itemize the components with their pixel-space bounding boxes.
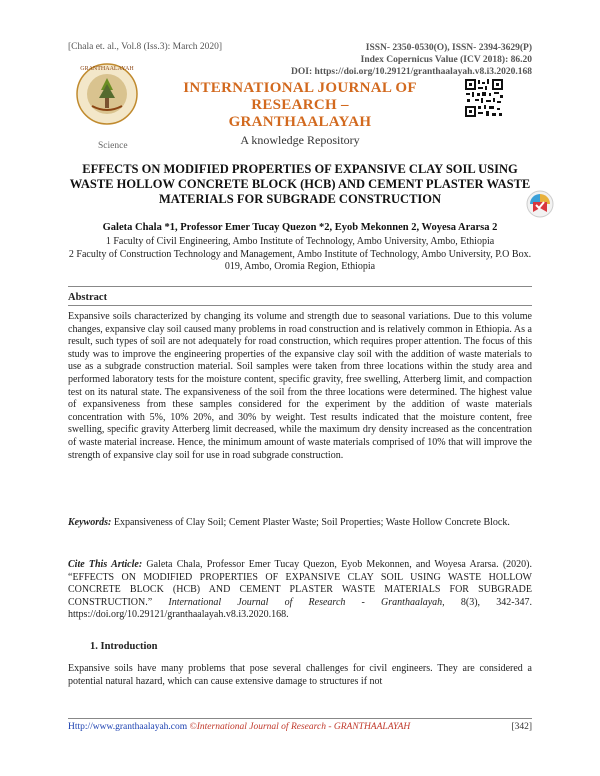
running-citation: [Chala et. al., Vol.8 (Iss.3): March 2020] [68, 42, 222, 52]
footer-rule [68, 718, 532, 719]
journal-tagline: A knowledge Repository [240, 133, 360, 147]
cite-text: Galeta Chala, Professor Emer Tucay Quezon, Eyob Mekonnen, and Woyesa Ararsa. (2020). “EFFECTS ON MODIFIED PROPERTIES OF EXPANSIVE CLAY SOIL USING WASTE HOLLOW CONCRETE BLOCK (HCB) AND CEMENT PLASTER WASTE MATERIALS FOR SUBGRADE CONSTRUCTION.” [68, 559, 532, 608]
abstract-heading: Abstract [68, 292, 108, 303]
paper-title: EFFECTS ON MODIFIED PROPERTIES OF EXPANSIVE CLAY SOIL USING WASTE HOLLOW CONCRETE BLOCK (HCB) AND CEMENT PLASTER WASTE MATERIALS FOR SUBGRADE CONSTRUCTION [69, 162, 531, 206]
footer [68, 722, 532, 732]
authors: Galeta Chala *1, Professor Emer Tucay Quezon *2, Eyob Mekonnen 2, Woyesa Ararsa 2 [102, 222, 498, 233]
cite-tail[interactable]: 8(3), 342-347. https://doi.org/10.29121/granthaalayah.v8.i3.2020.168. [68, 596, 533, 621]
affiliation-1: 1 Faculty of Civil Engineering, Ambo Institute of Technology, Ambo University, Ambo, Ethiopia [105, 236, 495, 247]
introduction-text: Expansive soils have many problems that pose several challenges for civil engineers. They are considered a potential natural hazard, which can cause extensive damage to structures if not [68, 663, 532, 687]
journal-name-line1: INTERNATIONAL JOURNAL OF RESEARCH – [183, 80, 417, 113]
journal-logo [68, 60, 146, 128]
logo-text: GRANTHAALAYAH [80, 66, 134, 72]
doi[interactable]: DOI: https://doi.org/10.29121/granthaalayah.v8.i3.2020.168 [291, 67, 532, 77]
keywords-text: Expansiveness of Clay Soil; Cement Plaster Waste; Soil Properties; Waste Hollow Concrete Block. [113, 517, 510, 528]
affiliation-2: 2 Faculty of Construction Technology and Management, Ambo Institute of Technology, Ambo University, P.O Box. 019, Ambo, Oromia Region, Ethiopia [68, 248, 532, 272]
footer-url[interactable]: Http://www.granthaalayah.com [68, 722, 188, 732]
cite-journal: International Journal of Research - Granthaalayah, [168, 596, 445, 608]
affiliations [68, 236, 532, 274]
footer-copyright: ©International Journal of Research - GRANTHAALAYAH [189, 722, 411, 732]
issn: ISSN- 2350-0530(O), ISSN- 2394-3629(P) [365, 43, 532, 53]
journal-name-line2: GRANTHAALAYAH [228, 114, 372, 130]
icv: Index Copernicus Value (ICV 2018): 86.20 [360, 55, 532, 65]
keywords [68, 517, 532, 530]
page-number: [342] [511, 722, 532, 732]
keywords-label: Keywords: [68, 517, 112, 528]
cite-this-article [68, 559, 532, 622]
cite-label: Cite This Article: [68, 559, 143, 570]
abstract-text: Expansive soils characterized by changing its volume and strength due to seasonal variations. Due to this volume changes, expansive clay soil caused many problems in road construction and is relatively common in Ethiopia. As a result, such types of soil are not adequately for road construction, which requires proper attention. The focus of this study was to improve the engineering properties of the expansive clay soil with the addition of waste materials to use as a subgrade construction material. Soil samples were taken from three locations within the study area and performed laboratory tests for the moisture content, specific gravity, free swelling, Atterberg limit, and compaction test on its natural state. The expansiveness of the soil from the three locations were determined. The highest value of expansiveness from these samples considered for the experiment by the addition of waste materials concentration with 5%, 10% 20%, and 30% by weight. Test results indicated that the moisture content, free swelling, specific gravity Atterberg limit decreased, while the maximum dry density increased as the concentration of waste material increase. Hence, the minimum amount of waste materials comprised of 10% that will improve the strength of expansive clay soil for use in road subgrade construction. [68, 311, 532, 461]
abstract-heading-rule [68, 305, 532, 306]
qr-code [464, 78, 504, 118]
introduction-heading: 1. Introduction [90, 641, 158, 652]
section-label: Science [98, 141, 128, 151]
crossmark-icon[interactable] [526, 190, 554, 218]
journal-masthead [150, 80, 450, 148]
abstract-top-rule [68, 286, 532, 287]
journal-identifiers [291, 42, 532, 78]
